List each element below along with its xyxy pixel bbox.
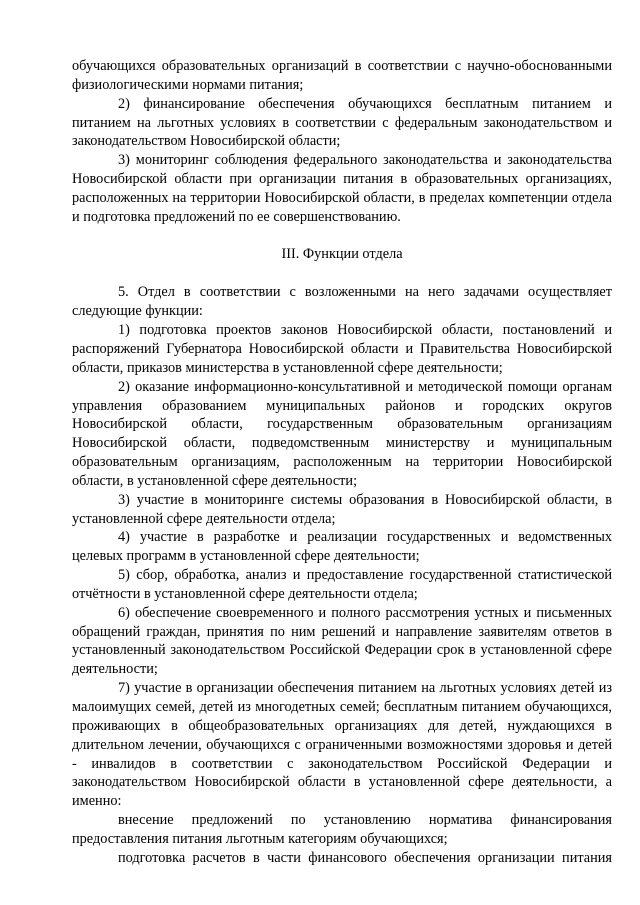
paragraph: 2) оказание информационно-консультативной и методической помощи органам управления образованием муниципальных районов и городских округов Новосибирской области, государственным образовательным организациям Новосибирской области, подведомственным министерству и муниципальным образовательным организациям, расположенным на территории Новосибирской области, в установленной сфере деятельности; [72,378,612,489]
section-heading: III. Функции отдела [281,245,403,262]
paragraph: 2) финансирование обеспечения обучающихся бесплатным питанием и питанием на льготных условиях в соответствии с федеральным законодательством и законодательством Новосибирской области; [72,95,612,150]
paragraph: 5. Отдел в соответствии с возложенными на него задачами осуществляет следующие функции: [72,284,612,320]
paragraph: 5) сбор, обработка, анализ и предоставление государственной статистической отчётности в установленной сфере деятельности отдела; [72,567,612,602]
paragraphs-after [72,283,612,867]
paragraph: 1) подготовка проектов законов Новосибирской области, постановлений и распоряжений Губернатора Новосибирской области и Правительства Новосибирской области, приказов министерства в установленной сфере деятельности; [72,322,612,376]
paragraph: 3) участие в мониторинге системы образования в Новосибирской области, в установленной сфере деятельности отдела; [72,491,612,527]
paragraph: 7) участие в организации обеспечения питанием на льготных условиях детей из малоимущих семей, детей из многодетных семей; бесплатным питанием обучающихся, проживающих в общеобразовательных организациях для детей, нуждающихся в длительном лечении, обучающихся с ограниченными возможностями здоровья и детей - инвалидов в соответствии с законодательством Российской Федерации и законодательством Новосибирской области в установленной сфере деятельности, а именно: [72,680,612,810]
paragraph: 4) участие в разработке и реализации государственных и ведомственных целевых программ в установленной сфере деятельности; [72,529,612,565]
paragraph: 6) обеспечение своевременного и полного рассмотрения устных и письменных обращений граждан, принятия по ним решений и направление заявителям ответов в установленный законодательством Российской Федерации срок в установленной сфере деятельности; [72,604,612,678]
paragraph: внесение предложений по установлению норматива финансирования предоставления питания льготным категориям обучающихся; [72,812,612,847]
paragraph: 3) мониторинг соблюдения федерального законодательства и законодательства Новосибирской области при организации питания в образовательных организациях, расположенных на территории Новосибирской области, в пределах компетенции отдела и подготовка предложений по ее совершенствованию. [72,152,612,225]
paragraph: подготовка расчетов в части финансового обеспечения организации питания [118,849,612,866]
paragraphs-before [72,57,612,227]
paragraph: обучающихся образовательных организаций в соответствии с научно-обоснованными физиологическими нормами питания; [72,58,612,93]
